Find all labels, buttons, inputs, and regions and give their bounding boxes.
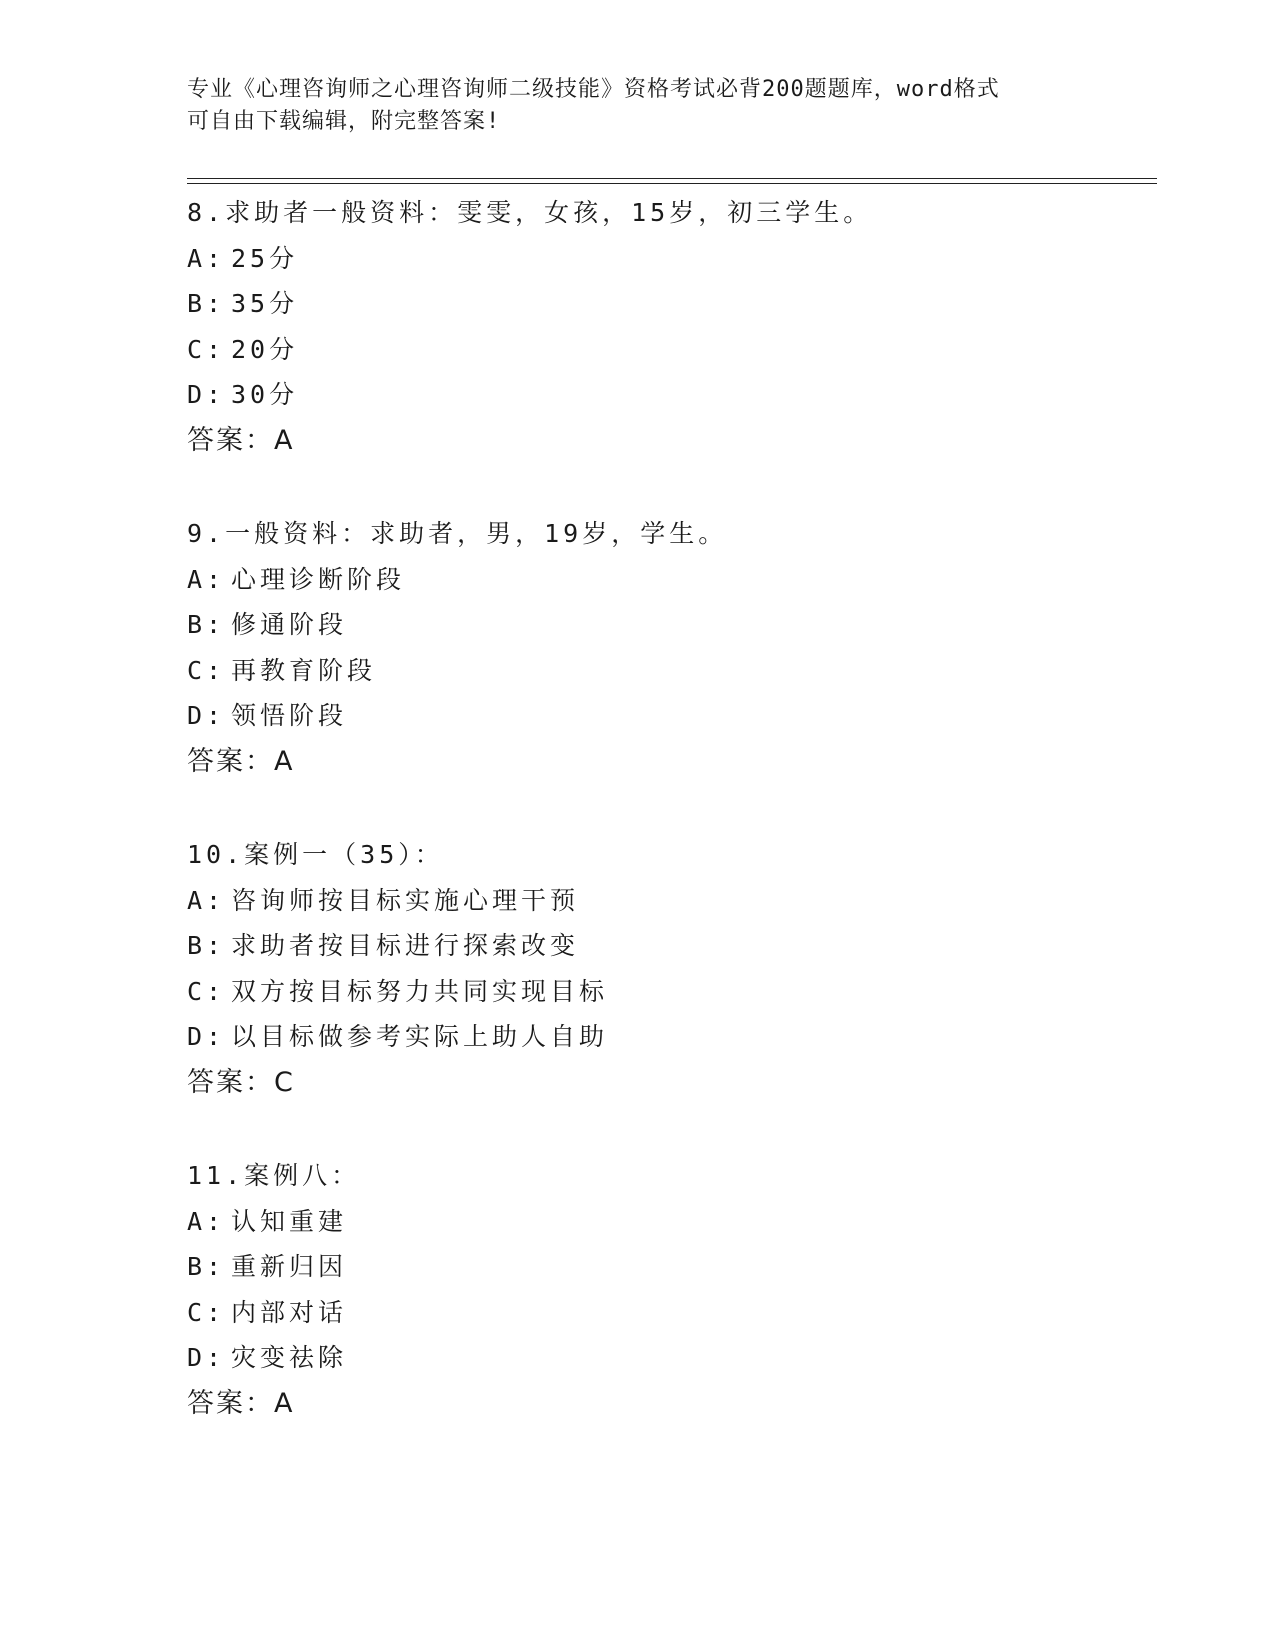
answer-line: 答案：A (187, 424, 295, 456)
option-key: C: (187, 655, 226, 685)
option-text: 内部对话 (231, 1297, 348, 1327)
option-text: 灾变祛除 (231, 1343, 348, 1372)
question-11 (187, 1153, 1167, 1426)
option-b (187, 923, 1167, 969)
option-text: 重新归因 (231, 1252, 348, 1281)
header-divider-bottom (187, 183, 1157, 184)
option-text: 双方按目标努力共同实现目标 (231, 976, 609, 1006)
answer-line: 答案：A (187, 1387, 295, 1419)
option-b (187, 1244, 1167, 1290)
option-c (187, 648, 1167, 694)
option-text: 20分 (231, 334, 299, 364)
question-stem: 8.求助者一般资料：雯雯，女孩，15岁，初三学生。 (187, 198, 873, 227)
answer-line: 答案：C (187, 1066, 295, 1098)
option-text: 再教育阶段 (231, 655, 377, 685)
document-header (187, 74, 1087, 138)
option-a (187, 1199, 1167, 1245)
question-8 (187, 190, 1167, 463)
option-key: C: (187, 334, 226, 364)
option-key: A: (187, 564, 226, 594)
option-d (187, 1014, 1167, 1060)
option-key: A: (187, 243, 226, 273)
option-key: B: (187, 931, 226, 960)
option-text: 修通阶段 (231, 610, 348, 639)
question-stem: 11.案例八： (187, 1161, 361, 1190)
option-key: C: (187, 976, 226, 1006)
option-key: C: (187, 1297, 226, 1327)
header-line-1: 专业《心理咨询师之心理咨询师二级技能》资格考试必背200题题库，word格式 (187, 77, 1000, 102)
option-text: 心理诊断阶段 (231, 564, 406, 594)
question-9 (187, 511, 1167, 784)
option-c (187, 327, 1167, 373)
option-key: A: (187, 885, 226, 915)
question-stem: 10.案例一（35）： (187, 840, 444, 869)
option-key: B: (187, 610, 226, 639)
option-text: 25分 (231, 243, 299, 273)
header-divider-top (187, 178, 1157, 179)
option-b (187, 602, 1167, 648)
option-text: 咨询师按目标实施心理干预 (231, 885, 580, 915)
option-key: D: (187, 701, 226, 730)
header-line-2: 可自由下载编辑，附完整答案! (187, 109, 501, 134)
question-10 (187, 832, 1167, 1105)
option-c (187, 1290, 1167, 1336)
option-a (187, 236, 1167, 282)
option-text: 领悟阶段 (231, 701, 348, 730)
option-text: 求助者按目标进行探索改变 (231, 931, 580, 960)
option-key: A: (187, 1206, 226, 1236)
option-key: D: (187, 380, 226, 409)
question-stem: 9.一般资料：求助者，男，19岁，学生。 (187, 519, 728, 548)
option-c (187, 969, 1167, 1015)
option-a (187, 878, 1167, 924)
option-d (187, 1335, 1167, 1381)
option-text: 35分 (231, 289, 299, 318)
option-key: B: (187, 1252, 226, 1281)
option-key: D: (187, 1022, 226, 1051)
option-d (187, 372, 1167, 418)
answer-line: 答案：A (187, 745, 295, 777)
option-b (187, 281, 1167, 327)
option-key: D: (187, 1343, 226, 1372)
option-text: 认知重建 (231, 1206, 348, 1236)
question-list (187, 190, 1167, 1426)
option-a (187, 557, 1167, 603)
option-text: 30分 (231, 380, 299, 409)
option-key: B: (187, 289, 226, 318)
option-text: 以目标做参考实际上助人自助 (231, 1022, 609, 1051)
option-d (187, 693, 1167, 739)
